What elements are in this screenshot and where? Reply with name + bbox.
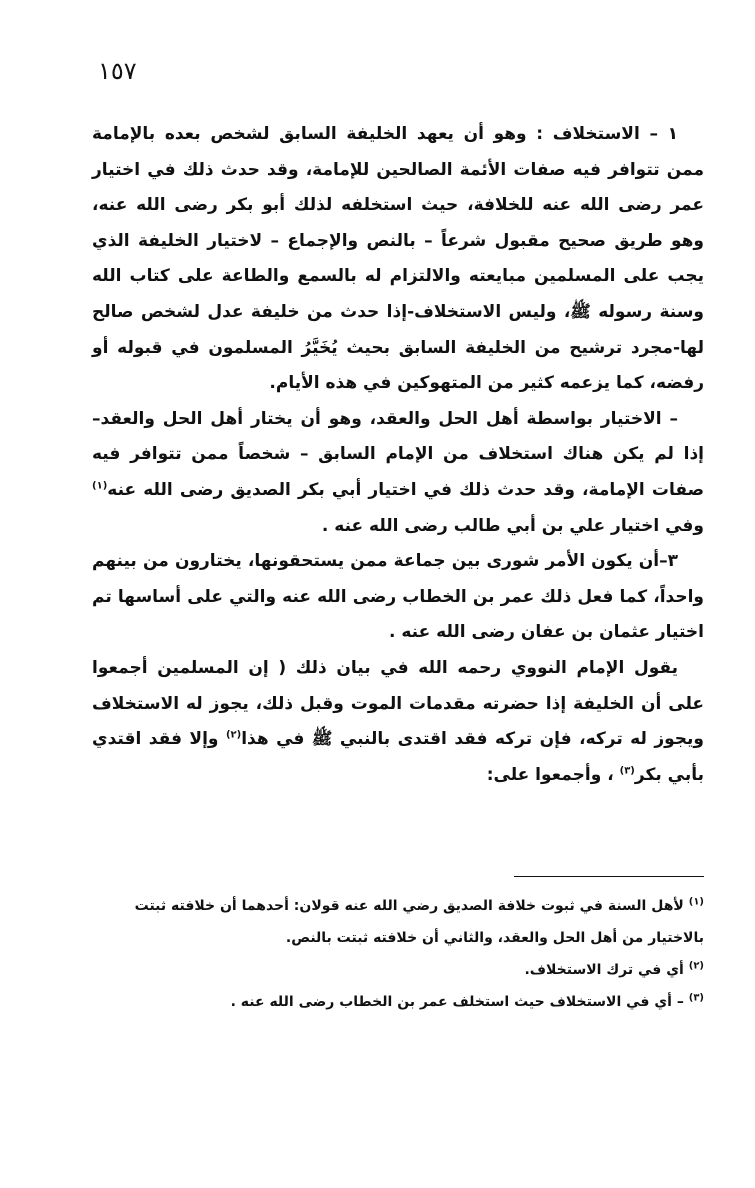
footnote-ref-2: (٢) <box>225 729 242 741</box>
footnote-text: – أي في الاستخلاف حيث استخلف عمر بن الخطاب رضى الله عنه . <box>230 994 689 1010</box>
paragraph-text: ٣–أن يكون الأمر شورى بين جماعة ممن يستحقونها، يختارون من بينهم واحداً، كما فعل ذلك عمر بن الخطاب رضى الله عنه والتي على أساسها تم اختيار عثمان بن عفان رضى الله عنه . <box>92 551 704 643</box>
body-text <box>92 117 704 793</box>
footnote-marker: (١) <box>688 896 704 908</box>
paragraph-nawawi <box>92 651 704 793</box>
footnote-text: أي في ترك الاستخلاف. <box>524 962 689 978</box>
paragraph-tail: ، وأجمعوا على: <box>486 764 620 785</box>
paragraph-text: يقول الإمام النووي رحمه الله في بيان ذلك ( إن المسلمين أجمعوا على أن الخليفة إذا حضرته مقدمات الموت وقبل ذلك، يجوز له الاستخلاف ويجوز له تركه، فإن تركه فقد اقتدى بالنبي ﷺ في هذا <box>92 657 704 750</box>
footnote-marker: (٢) <box>688 960 704 972</box>
paragraph-ikhtiyar <box>92 402 704 544</box>
footnotes <box>92 890 704 1018</box>
footnote-ref-1: (١) <box>92 480 108 492</box>
paragraph-shura <box>92 544 704 651</box>
paragraph-mid: وإلا فقد اقتدي بأبي بكر <box>92 729 704 785</box>
footnote-3 <box>92 986 704 1018</box>
paragraph-text: ١ – الاستخلاف : وهو أن يعهد الخليفة السابق لشخص بعده بالإمامة ممن تتوافر فيه صفات الأئمة الصالحين للإمامة، وقد حدث ذلك في اختيار عمر رضى الله عنه للخلافة، حيث استخلفه لذلك أبو بكر رضى الله عنه، وهو طريق صحيح مقبول شرعاً – بالنص والإجماع – لاختيار الخليفة الذي يجب على المسلمين مبايعته والالتزام له بالسمع والطاعة على كتاب الله وسنة رسوله ﷺ، وليس الاستخلاف-إذا حدث من خليفة عدل لشخص صالح لها-مجرد ترشيح من الخليفة السابق بحيث يُخَيَّرُ المسلمون في قبوله أو رفضه، كما يزعمه كثير من المتهوكين في هذه الأيام. <box>92 124 704 394</box>
paragraph-istikhlaf <box>92 117 704 402</box>
footnote-ref-3: (٣) <box>619 765 635 777</box>
paragraph-text: – الاختيار بواسطة أهل الحل والعقد، وهو أن يختار أهل الحل والعقد– إذا لم يكن هناك استخلاف من الإمام السابق – شخصاً ممن تتوافر فيه صفات الإمامة، وقد حدث ذلك في اختيار أبي بكر الصديق رضى الله عنه <box>92 408 704 500</box>
footnote-marker: (٣) <box>688 992 704 1004</box>
paragraph-tail: وفي اختيار علي بن أبي طالب رضى الله عنه . <box>321 515 704 536</box>
footnote-text: لأهل السنة في ثبوت خلافة الصديق رضي الله عنه قولان: أحدهما أن خلافته ثبتت بالاختيار من أهل الحل والعقد، والثاني أن خلافته ثبتت بالنص. <box>134 898 704 946</box>
footnote-divider <box>514 876 704 877</box>
page-number: ١٥٧ <box>98 57 137 85</box>
footnote-1 <box>92 890 704 954</box>
footnote-2 <box>92 954 704 986</box>
